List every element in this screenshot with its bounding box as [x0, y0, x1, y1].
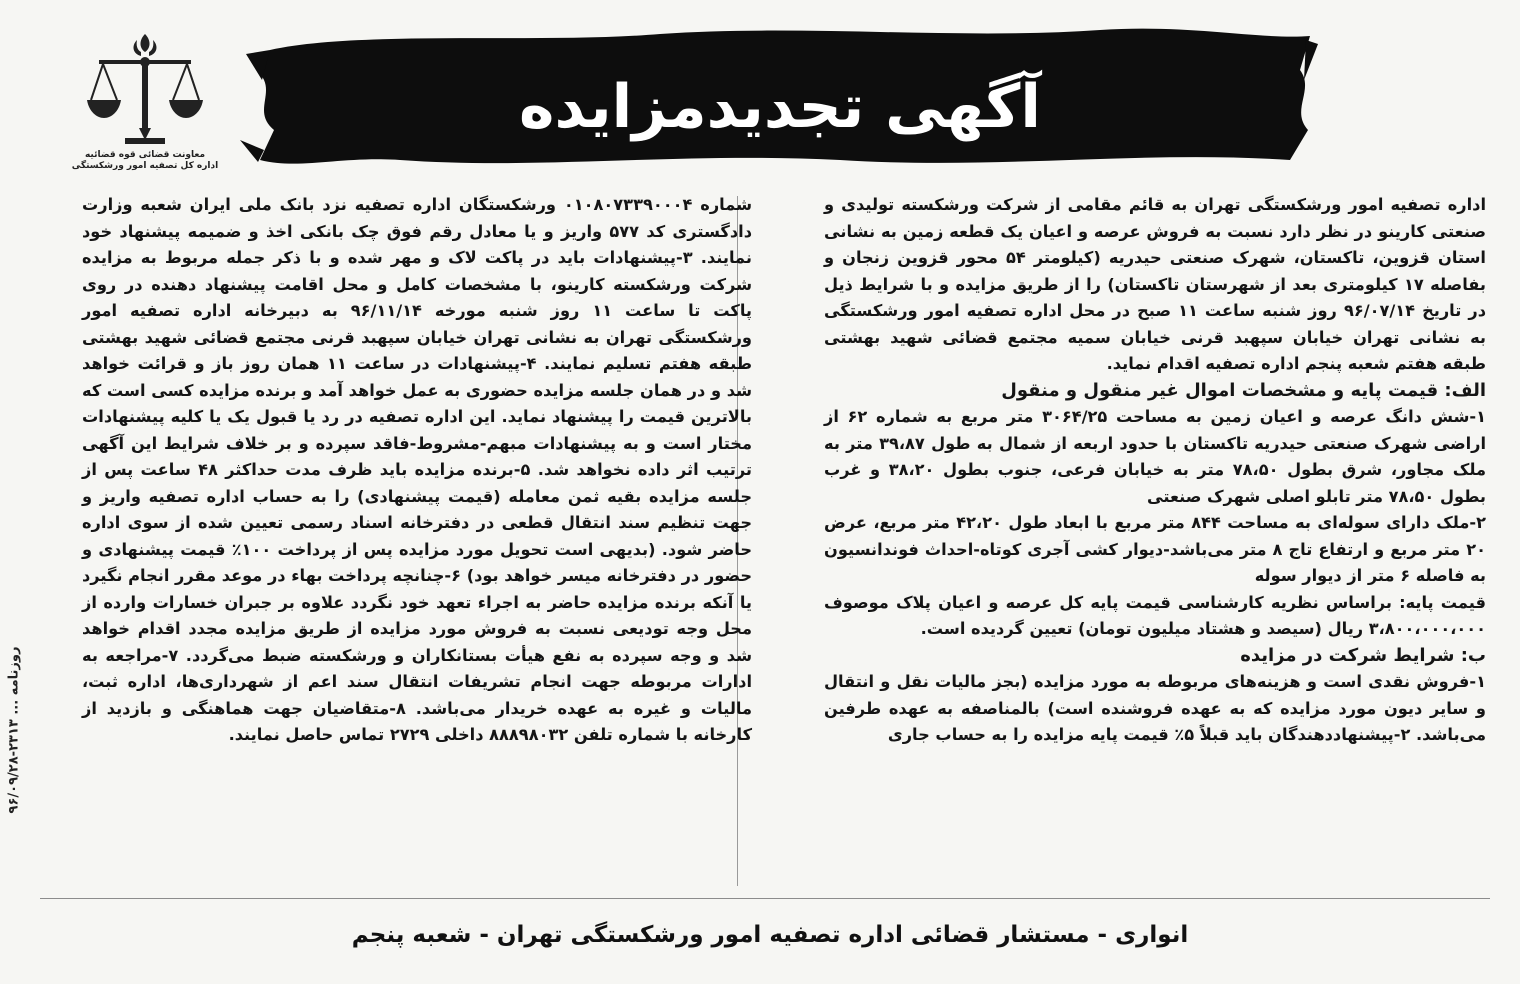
property-item-2: ۲-ملک دارای سوله‌ای به مساحت ۸۴۴ متر مربع با ابعاد طول ۴۲،۲۰ متر مربع، عرض ۲۰ متر مربع و ارتفاع تاج ۸ متر می‌باشد-دیوار کشی آجری کوتاه-احداث فوندانسیون به فاصله ۶ متر از دیوار سوله: [824, 513, 1487, 585]
judiciary-emblem: [70, 30, 220, 185]
intro-paragraph: اداره تصفیه امور ورشکستگی تهران به قائم مقامی از شرکت ورشکسته تولیدی و صنعتی کارینو در نظر دارد نسبت به فروش عرصه و اعیان یک قطعه زمین به نشانی استان قزوین، تاکستان، شهرک صنعتی حیدریه (کیلومتر ۵۴ محور قزوین زنجان و بفاصله ۱۷ کیلومتری بعد از شهرستان تاکستان) را از طریق مزایده و با شرایط ذیل در تاریخ ۹۶/۰۷/۱۴ روز شنبه ساعت ۱۱ صبح در محل اداره تصفیه امور ورشکستگی به نشانی تهران خیابان سپهبد قرنی خیابان سمیه مجتمع قضائی شهید بهشتی طبقه هفتم شعبه پنجم اداره تصفیه اقدام نماید.: [824, 195, 1487, 373]
publication-side-note: [3, 540, 25, 920]
base-price-paragraph: قیمت پایه: براساس نظریه کارشناسی قیمت پایه کل عرصه و اعیان پلاک موصوف ۳،۸۰۰،۰۰۰،۰۰۰ ریال (سیصد و هشتاد میلیون تومان) تعیین گردیده است.: [824, 592, 1486, 638]
property-item-1: ۱-شش دانگ عرصه و اعیان زمین به مساحت ۳۰۶۴/۲۵ متر مربع به شماره ۶۲ از اراضی شهرک صنعتی حیدریه تاکستان با حدود اربعه از شمال به طول ۳۹،۸۷ متر به ملک مجاور، شرق بطول ۷۸،۵۰ متر به خیابان فرعی، جنوب بطول ۳۸،۲۰ و غرب بطول ۷۸،۵۰ متر تابلو اصلی شهرک صنعتی: [824, 407, 1487, 506]
section-a-heading: الف: قیمت پایه و مشخصات اموال غیر منقول و منقول: [1001, 379, 1486, 401]
page-title: آگهی تجدیدمزایده: [519, 72, 1041, 142]
title-banner: [240, 10, 1320, 185]
signature-footer: انواری - مستشار قضائی اداره تصفیه امور ورشکستگی تهران - شعبه پنجم: [351, 922, 1189, 948]
emblem-caption: [70, 150, 220, 172]
publication-date-text: روزنامه ... ۲۳۱۳-۹۶/۰۹/۲۸: [6, 646, 22, 814]
section-b-heading: ب: شرایط شرکت در مزایده: [1240, 644, 1486, 666]
left-column: [82, 192, 752, 749]
conditions-start: ۱-فروش نقدی است و هزینه‌های مربوطه به مورد مزایده (بجز مالیات نقل و انتقال و سایر دیون مورد مزایده که به عهده فروشنده است) بالمناصفه به عهده طرفین می‌باشد. ۲-پیشنهاددهندگان باید قبلاً ۵٪ قیمت پایه مزایده را به حساب جاری: [824, 672, 1486, 744]
right-column: [824, 192, 1486, 749]
scales-of-justice-icon: [85, 30, 205, 148]
emblem-caption-line-2: اداره کل تصفیه امور ورشکستگی: [71, 161, 219, 171]
emblem-caption-line-1: معاونت قضائی قوه قضائیه: [84, 150, 206, 160]
conditions-continued: شماره ۰۱۰۸۰۷۳۳۹۰۰۰۴ ورشکستگان اداره تصفیه نزد بانک ملی ایران شعبه وزارت دادگستری کد ۵۷۷ واریز و یا معادل رقم فوق چک بانکی اخذ و ضمیمه پیشنهاد خود نمایند. ۳-پیشنهادات باید در پاکت لاک و مهر شده و با ذکر جمله مربوط به مزایده شرکت ورشکسته کارینو، با مشخصات کامل و محل اقامت پیشنهاد دهنده در روی پاکت تا ساعت ۱۱ روز شنبه مورخه ۹۶/۱۱/۱۴ به دبیرخانه اداره تصفیه امور ورشکستگی تهران به نشانی تهران خیابان سپهبد قرنی مجتمع قضائی شهید بهشتی طبقه هفتم تسلیم نمایند. ۴-پیشنهادات در ساعت ۱۱ همان روز باز و قرائت خواهد شد و در همان جلسه مزایده حضوری به عمل خواهد آمد و برنده مزایده کسی است که بالاترین قیمت را پیشنهاد نماید. این اداره تصفیه در رد یا قبول یک یا کلیه پیشنهادات مختار است و به پیشنهادات مبهم-مشروط-فاقد سپرده و بر خلاف شرایط این آگهی ترتیب اثر داده نخواهد شد. ۵-برنده مزایده باید ظرف مدت حداکثر ۴۸ ساعت پس از جلسه مزایده بقیه ثمن معامله (قیمت پیشنهادی) را به حساب اداره تصفیه واریز و جهت تنظیم سند انتقال قطعی در دفترخانه اسناد رسمی تعیین شده از سوی اداره حاضر شود. (بدیهی است تحویل مورد مزایده پس از پرداخت ۱۰۰٪ قیمت پیشنهادی و حضور در دفترخانه میسر خواهد بود) ۶-چنانچه پرداخت بهاء در موعد مقرر انجام نگیرد یا آنکه برنده مزایده حاضر به اجراء تعهد خود نگردد علاوه بر جبران خسارات وارده از محل وجه تودیعی نسبت به فروش مورد مزایده از طریق مزایده مجدد اقدام خواهد شد و وجه سپرده به نفع هیأت بستانکاران و ورشکسته ضبط می‌گردد. ۷-مراجعه به ادارات مربوطه جهت انجام تشریفات انتقال سند اعم از شهرداری‌ها، اداره ثبت، مالیات و غیره به عهده خریدار می‌باشد. ۸-متقاضیان جهت هماهنگی و بازدید از کارخانه با شماره تلفن ۸۸۸۹۸۰۳۲ داخلی ۲۷۲۹ تماس حاصل نمایند.: [82, 195, 752, 744]
footer-divider: [40, 898, 1490, 899]
